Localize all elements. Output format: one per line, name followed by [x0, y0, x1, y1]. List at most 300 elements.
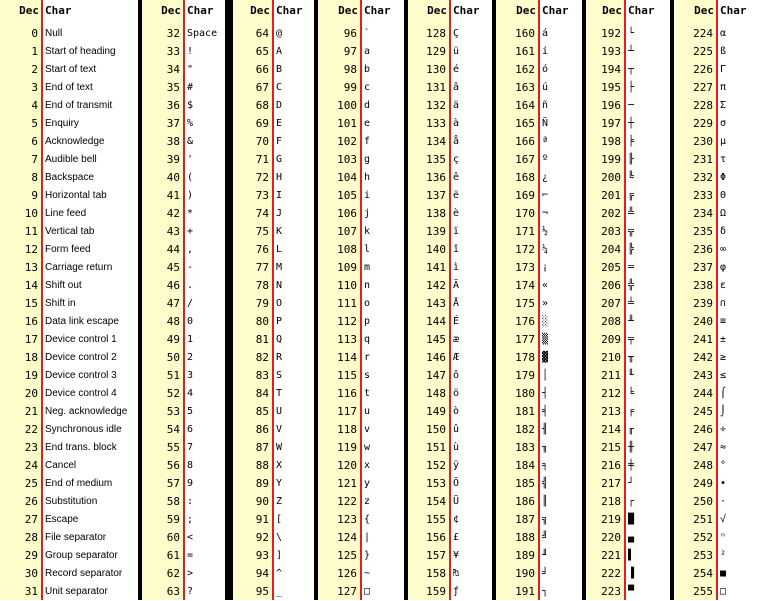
char-value: ÷ — [720, 424, 727, 435]
char-value: ï — [453, 226, 460, 237]
char-value: * — [187, 208, 194, 219]
dec-value: 177 — [515, 333, 535, 346]
char-value: Ö — [453, 478, 460, 489]
char-value: b — [364, 64, 371, 75]
dec-value: 199 — [601, 153, 621, 166]
char-value: ² — [720, 550, 727, 561]
dec-value: 75 — [255, 225, 269, 238]
dec-value: 164 — [515, 99, 535, 112]
dec-value: 127 — [337, 585, 357, 598]
char-value: @ — [276, 28, 283, 39]
dec-value: 206 — [601, 279, 621, 292]
dec-value: 147 — [426, 369, 446, 382]
char-value: Θ — [720, 190, 727, 201]
char-value: â — [453, 82, 460, 93]
char-value: ╪ — [628, 460, 635, 471]
dec-value: 55 — [166, 441, 180, 454]
dec-value: 181 — [515, 405, 535, 418]
char-value: ß — [720, 46, 727, 57]
char-value: 3 — [187, 370, 194, 381]
char-value: Y — [276, 478, 283, 489]
dec-value: 46 — [166, 279, 180, 292]
char-value: Carriage return — [45, 262, 113, 273]
char-value: : — [187, 496, 194, 507]
header-char-label: Char — [453, 4, 480, 17]
char-value: í — [542, 46, 549, 57]
char-value: ≤ — [720, 370, 727, 381]
dec-value: 68 — [255, 99, 269, 112]
header-dec-label: Dec — [19, 4, 39, 17]
char-value: ╙ — [628, 370, 635, 381]
char-value: α — [720, 28, 727, 39]
char-value: Record separator — [45, 568, 123, 579]
dec-value: 218 — [601, 495, 621, 508]
char-value: Data link escape — [45, 316, 119, 327]
dec-value: 195 — [601, 81, 621, 94]
char-value: ∩ — [720, 298, 727, 309]
header-dec-label: Dec — [516, 4, 536, 17]
char-value: Ç — [453, 28, 460, 39]
char-value: Cancel — [45, 460, 77, 471]
dec-value: 12 — [24, 243, 38, 256]
dec-value: 5 — [31, 117, 38, 130]
dec-value: 135 — [426, 153, 446, 166]
dec-value: 44 — [166, 243, 180, 256]
dec-value: 225 — [693, 45, 713, 58]
header-dec-label: Dec — [161, 4, 181, 17]
char-value: º — [542, 154, 549, 165]
char-value: | — [364, 532, 371, 543]
char-value: Σ — [720, 100, 727, 111]
dec-value: 100 — [337, 99, 357, 112]
group-separator — [225, 0, 233, 600]
header-char-label: Char — [187, 4, 214, 17]
dec-value: 1 — [31, 45, 38, 58]
dec-value: 18 — [24, 351, 38, 364]
dec-value: 87 — [255, 441, 269, 454]
dec-value: 89 — [255, 477, 269, 490]
char-value: ╫ — [628, 442, 635, 453]
char-value: ╘ — [628, 388, 635, 399]
dec-value: 80 — [255, 315, 269, 328]
dec-value: 244 — [693, 387, 713, 400]
dec-value: 90 — [255, 495, 269, 508]
char-value: ] — [276, 550, 283, 561]
dec-value: 49 — [166, 333, 180, 346]
dec-value: 252 — [693, 531, 713, 544]
dec-value: 145 — [426, 333, 446, 346]
dec-value: 228 — [693, 99, 713, 112]
dec-value: 157 — [426, 549, 446, 562]
dec-value: 62 — [166, 567, 180, 580]
dec-value: 185 — [515, 477, 535, 490]
dec-value: 178 — [515, 351, 535, 364]
dec-value: 134 — [426, 135, 446, 148]
char-value: ü — [453, 46, 460, 57]
header-char-label: Char — [276, 4, 303, 17]
char-value: x — [364, 460, 371, 471]
char-value: \ — [276, 532, 283, 543]
dec-value: 231 — [693, 153, 713, 166]
dec-value: 86 — [255, 423, 269, 436]
char-value: p — [364, 316, 371, 327]
char-value: ═ — [628, 262, 635, 273]
char-value: ± — [720, 334, 727, 345]
char-value: Start of text — [45, 64, 97, 75]
char-value: u — [364, 406, 371, 417]
dec-value: 103 — [337, 153, 357, 166]
dec-value: 153 — [426, 477, 446, 490]
char-value: è — [453, 208, 460, 219]
char-value: W — [276, 442, 283, 453]
char-value: < — [187, 532, 194, 543]
char-value: Device control 4 — [45, 388, 117, 399]
char-value: ¡ — [542, 262, 549, 273]
dec-value: 52 — [166, 387, 180, 400]
dec-value: 223 — [601, 585, 621, 598]
dec-value: 3 — [31, 81, 38, 94]
dec-value: 107 — [337, 225, 357, 238]
dec-value: 73 — [255, 189, 269, 202]
char-value: π — [720, 82, 727, 93]
dec-value: 208 — [601, 315, 621, 328]
char-value: j — [364, 208, 371, 219]
dec-value: 188 — [515, 531, 535, 544]
dec-value: 213 — [601, 405, 621, 418]
char-value: Ä — [453, 280, 460, 291]
char-value: } — [364, 550, 371, 561]
char-value: E — [276, 118, 283, 129]
dec-value: 230 — [693, 135, 713, 148]
char-value: 6 — [187, 424, 194, 435]
char-value: ╗ — [542, 514, 549, 525]
dec-value: 198 — [601, 135, 621, 148]
char-value: File separator — [45, 532, 107, 543]
dec-value: 245 — [693, 405, 713, 418]
dec-value: 79 — [255, 297, 269, 310]
char-value: ╥ — [628, 352, 635, 363]
char-value: ⌠ — [720, 388, 727, 399]
dec-value: 190 — [515, 567, 535, 580]
dec-value: 166 — [515, 135, 535, 148]
char-value: ⌡ — [720, 406, 727, 417]
char-value: Group separator — [45, 550, 118, 561]
dec-value: 146 — [426, 351, 446, 364]
char-value: Γ — [720, 64, 727, 75]
char-value: & — [187, 136, 194, 147]
char-value: ╠ — [628, 244, 635, 255]
dec-value: 19 — [24, 369, 38, 382]
column-divider — [716, 0, 718, 600]
dec-value: 98 — [343, 63, 357, 76]
dec-value: 17 — [24, 333, 38, 346]
char-value: Form feed — [45, 244, 91, 255]
header-dec-label: Dec — [250, 4, 270, 17]
dec-value: 101 — [337, 117, 357, 130]
dec-value: 182 — [515, 423, 535, 436]
dec-value: 34 — [166, 63, 180, 76]
char-value: ; — [187, 514, 194, 525]
dec-value: 88 — [255, 459, 269, 472]
char-value: Null — [45, 28, 63, 39]
dec-value: 251 — [693, 513, 713, 526]
dec-value: 50 — [166, 351, 180, 364]
char-value: φ — [720, 262, 727, 273]
char-value: i — [364, 190, 371, 201]
dec-value: 95 — [255, 585, 269, 598]
dec-value: 20 — [24, 387, 38, 400]
dec-value: 67 — [255, 81, 269, 94]
dec-value: 201 — [601, 189, 621, 202]
char-value: ä — [453, 100, 460, 111]
dec-value: 15 — [24, 297, 38, 310]
dec-value: 191 — [515, 585, 535, 598]
char-value: Unit separator — [45, 586, 108, 597]
char-value: ú — [542, 82, 549, 93]
char-value: A — [276, 46, 283, 57]
dec-value: 85 — [255, 405, 269, 418]
dec-value: 240 — [693, 315, 713, 328]
char-value: End of medium — [45, 478, 113, 489]
dec-value: 143 — [426, 297, 446, 310]
dec-value: 42 — [166, 207, 180, 220]
char-value: t — [364, 388, 371, 399]
char-value: D — [276, 100, 283, 111]
char-value: ÿ — [453, 460, 460, 471]
char-value: ╒ — [628, 406, 635, 417]
char-value: " — [187, 64, 194, 75]
char-value: End of text — [45, 82, 93, 93]
dec-value: 118 — [337, 423, 357, 436]
dec-value: 168 — [515, 171, 535, 184]
dec-value: 242 — [693, 351, 713, 364]
char-value: ö — [453, 388, 460, 399]
dec-value: 93 — [255, 549, 269, 562]
dec-value: 156 — [426, 531, 446, 544]
dec-value: 159 — [426, 585, 446, 598]
dec-value: 35 — [166, 81, 180, 94]
char-value: R — [276, 352, 283, 363]
dec-value: 71 — [255, 153, 269, 166]
dec-value: 31 — [24, 585, 38, 598]
column-divider — [360, 0, 362, 600]
char-value: ₧ — [453, 568, 460, 579]
char-value: ■ — [720, 568, 727, 579]
char-value: Vertical tab — [45, 226, 95, 237]
char-value: » — [542, 298, 549, 309]
char-value: ! — [187, 46, 194, 57]
char-value: = — [187, 550, 194, 561]
dec-value: 37 — [166, 117, 180, 130]
dec-value: 59 — [166, 513, 180, 526]
char-value: 9 — [187, 478, 194, 489]
char-value: æ — [453, 334, 460, 345]
dec-value: 102 — [337, 135, 357, 148]
char-value: ╨ — [628, 316, 635, 327]
char-value: ê — [453, 172, 460, 183]
dec-value: 169 — [515, 189, 535, 202]
dec-value: 41 — [166, 189, 180, 202]
dec-value: 54 — [166, 423, 180, 436]
dec-value: 183 — [515, 441, 535, 454]
dec-value: 61 — [166, 549, 180, 562]
dec-value: 237 — [693, 261, 713, 274]
char-value: ░ — [542, 316, 549, 327]
dec-value: 76 — [255, 243, 269, 256]
dec-value: 38 — [166, 135, 180, 148]
char-value: Q — [276, 334, 283, 345]
dec-value: 28 — [24, 531, 38, 544]
dec-value: 60 — [166, 531, 180, 544]
char-value: P — [276, 316, 283, 327]
char-value: ╬ — [628, 280, 635, 291]
char-value: ├ — [628, 82, 635, 93]
dec-value: 254 — [693, 567, 713, 580]
dec-value: 246 — [693, 423, 713, 436]
dec-value: 167 — [515, 153, 535, 166]
char-value: , — [187, 244, 194, 255]
char-value: ╟ — [628, 154, 635, 165]
char-value: ┐ — [542, 586, 549, 597]
dec-value: 123 — [337, 513, 357, 526]
char-value: v — [364, 424, 371, 435]
char-value: q — [364, 334, 371, 345]
char-value: ║ — [542, 496, 549, 507]
char-value: Audible bell — [45, 154, 97, 165]
column-divider — [272, 0, 274, 600]
dec-value: 227 — [693, 81, 713, 94]
char-value: Ü — [453, 496, 460, 507]
dec-value: 8 — [31, 171, 38, 184]
char-value: d — [364, 100, 371, 111]
char-value: ε — [720, 280, 727, 291]
dec-value: 174 — [515, 279, 535, 292]
dec-value: 241 — [693, 333, 713, 346]
char-value: î — [453, 244, 460, 255]
dec-value: 176 — [515, 315, 535, 328]
char-value: ╕ — [542, 460, 549, 471]
dec-value: 91 — [255, 513, 269, 526]
dec-value: 151 — [426, 441, 446, 454]
dec-value: 219 — [601, 513, 621, 526]
char-value: Horizontal tab — [45, 190, 107, 201]
char-value: £ — [453, 532, 460, 543]
char-value: Neg. acknowledge — [45, 406, 128, 417]
dec-value: 14 — [24, 279, 38, 292]
dec-value: 2 — [31, 63, 38, 76]
column-divider — [624, 0, 626, 600]
char-value: ╔ — [628, 190, 635, 201]
dec-value: 238 — [693, 279, 713, 292]
char-value: ? — [187, 586, 194, 597]
dec-value: 24 — [24, 459, 38, 472]
char-value: å — [453, 136, 460, 147]
dec-value: 193 — [601, 45, 621, 58]
dec-value: 236 — [693, 243, 713, 256]
dec-value: 207 — [601, 297, 621, 310]
char-value: ╣ — [542, 478, 549, 489]
char-value: Device control 1 — [45, 334, 117, 345]
char-value: █ — [628, 514, 635, 525]
dec-value: 216 — [601, 459, 621, 472]
dec-value: 4 — [31, 99, 38, 112]
char-value: µ — [720, 136, 727, 147]
char-value: ñ — [542, 100, 549, 111]
dec-value: 170 — [515, 207, 535, 220]
dec-value: 11 — [24, 225, 38, 238]
dec-value: 66 — [255, 63, 269, 76]
char-value: ∞ — [720, 244, 727, 255]
char-value: │ — [542, 370, 549, 381]
char-value: ▌ — [628, 550, 635, 561]
char-value: ë — [453, 190, 460, 201]
char-value: Line feed — [45, 208, 87, 219]
char-value: k — [364, 226, 371, 237]
dec-value: 142 — [426, 279, 446, 292]
dec-value: 36 — [166, 99, 180, 112]
char-value: É — [453, 316, 460, 327]
char-value: _ — [276, 586, 283, 597]
header-dec-label: Dec — [694, 4, 714, 17]
char-value: G — [276, 154, 283, 165]
char-value: - — [187, 262, 194, 273]
dec-value: 162 — [515, 63, 535, 76]
dec-value: 96 — [343, 27, 357, 40]
dec-value: 152 — [426, 459, 446, 472]
dec-value: 29 — [24, 549, 38, 562]
dec-value: 77 — [255, 261, 269, 274]
char-value: g — [364, 154, 371, 165]
dec-value: 64 — [255, 27, 269, 40]
dec-value: 129 — [426, 45, 446, 58]
header-char-label: Char — [45, 4, 72, 17]
dec-value: 235 — [693, 225, 713, 238]
char-value: 8 — [187, 460, 194, 471]
char-value: L — [276, 244, 283, 255]
char-value: ∙ — [720, 478, 727, 489]
char-value: ^ — [276, 568, 283, 579]
char-value: Ω — [720, 208, 727, 219]
column-divider — [538, 0, 540, 600]
char-value: e — [364, 118, 371, 129]
char-value: ¥ — [453, 550, 460, 561]
dec-value: 200 — [601, 171, 621, 184]
dec-value: 203 — [601, 225, 621, 238]
char-value: V — [276, 424, 283, 435]
char-value: Substitution — [45, 496, 98, 507]
dec-value: 161 — [515, 45, 535, 58]
dec-value: 131 — [426, 81, 446, 94]
dec-value: 57 — [166, 477, 180, 490]
char-value: τ — [720, 154, 727, 165]
dec-value: 197 — [601, 117, 621, 130]
dec-value: 226 — [693, 63, 713, 76]
char-value: ç — [453, 154, 460, 165]
char-value: End trans. block — [45, 442, 117, 453]
char-value: f — [364, 136, 371, 147]
dec-value: 247 — [693, 441, 713, 454]
dec-value: 214 — [601, 423, 621, 436]
dec-value: 51 — [166, 369, 180, 382]
dec-value: 120 — [337, 459, 357, 472]
char-value: ┤ — [542, 388, 549, 399]
dec-value: 141 — [426, 261, 446, 274]
dec-value: 70 — [255, 135, 269, 148]
char-value: ╦ — [628, 226, 635, 237]
char-value: ¬ — [542, 208, 549, 219]
dec-value: 139 — [426, 225, 446, 238]
char-value: Device control 3 — [45, 370, 117, 381]
